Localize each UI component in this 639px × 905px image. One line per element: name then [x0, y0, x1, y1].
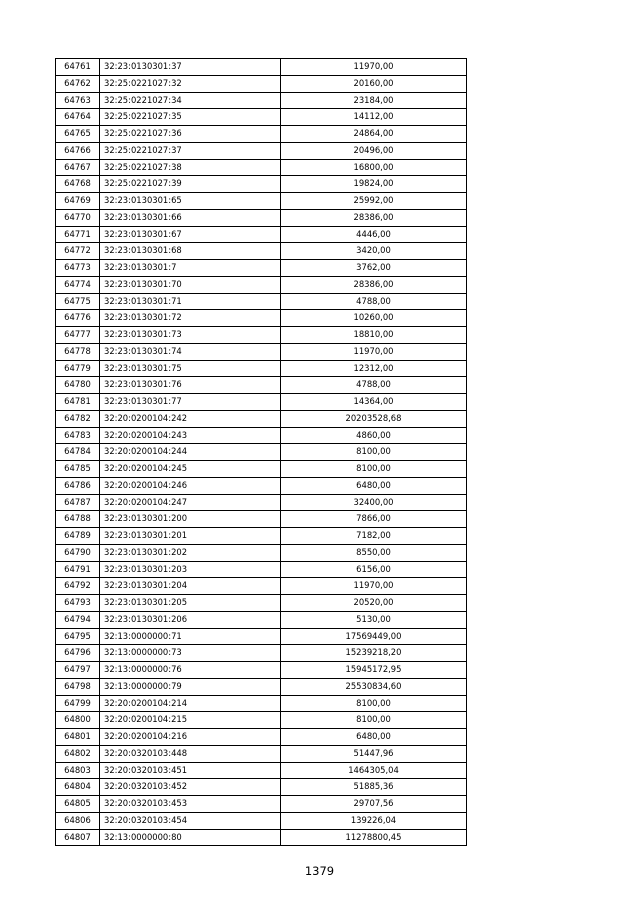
cadastral-number-cell: 32:20:0200104:244	[100, 444, 281, 461]
cadastral-number-cell: 32:23:0130301:204	[100, 578, 281, 595]
table-row	[56, 193, 467, 210]
row-number-cell: 64795	[56, 628, 100, 645]
value-cell: 29707,56	[281, 796, 467, 813]
row-number-cell: 64762	[56, 75, 100, 92]
cadastral-number-cell: 32:23:0130301:67	[100, 226, 281, 243]
table-row	[56, 745, 467, 762]
table-row	[56, 327, 467, 344]
cadastral-number-cell: 32:20:0200104:243	[100, 427, 281, 444]
table-row	[56, 142, 467, 159]
table-row	[56, 226, 467, 243]
table-row	[56, 779, 467, 796]
row-number-cell: 64787	[56, 494, 100, 511]
value-cell: 51885,36	[281, 779, 467, 796]
value-cell: 5130,00	[281, 611, 467, 628]
cadastral-number-cell: 32:23:0130301:202	[100, 544, 281, 561]
row-number-cell: 64777	[56, 327, 100, 344]
cadastral-number-cell: 32:13:0000000:73	[100, 645, 281, 662]
table-row	[56, 812, 467, 829]
value-cell: 17569449,00	[281, 628, 467, 645]
table-row	[56, 243, 467, 260]
row-number-cell: 64793	[56, 595, 100, 612]
cadastral-number-cell: 32:20:0320103:448	[100, 745, 281, 762]
cadastral-number-cell: 32:20:0200104:247	[100, 494, 281, 511]
value-cell: 6156,00	[281, 561, 467, 578]
row-number-cell: 64761	[56, 59, 100, 76]
table-row	[56, 678, 467, 695]
value-cell: 15239218,20	[281, 645, 467, 662]
row-number-cell: 64782	[56, 410, 100, 427]
row-number-cell: 64783	[56, 427, 100, 444]
row-number-cell: 64772	[56, 243, 100, 260]
cadastral-number-cell: 32:23:0130301:71	[100, 293, 281, 310]
cadastral-number-cell: 32:23:0130301:37	[100, 59, 281, 76]
registry-table-body	[56, 59, 467, 846]
cadastral-number-cell: 32:23:0130301:75	[100, 360, 281, 377]
value-cell: 14364,00	[281, 394, 467, 411]
value-cell: 18810,00	[281, 327, 467, 344]
row-number-cell: 64806	[56, 812, 100, 829]
row-number-cell: 64775	[56, 293, 100, 310]
cadastral-number-cell: 32:20:0200104:246	[100, 477, 281, 494]
row-number-cell: 64765	[56, 126, 100, 143]
cadastral-number-cell: 32:23:0130301:200	[100, 511, 281, 528]
table-row	[56, 712, 467, 729]
value-cell: 20520,00	[281, 595, 467, 612]
table-row	[56, 209, 467, 226]
value-cell: 16800,00	[281, 159, 467, 176]
table-row	[56, 628, 467, 645]
value-cell: 23184,00	[281, 92, 467, 109]
value-cell: 6480,00	[281, 729, 467, 746]
row-number-cell: 64774	[56, 276, 100, 293]
table-row	[56, 444, 467, 461]
cadastral-number-cell: 32:20:0320103:454	[100, 812, 281, 829]
row-number-cell: 64778	[56, 343, 100, 360]
row-number-cell: 64785	[56, 461, 100, 478]
cadastral-number-cell: 32:23:0130301:74	[100, 343, 281, 360]
table-row	[56, 528, 467, 545]
row-number-cell: 64796	[56, 645, 100, 662]
row-number-cell: 64764	[56, 109, 100, 126]
value-cell: 4446,00	[281, 226, 467, 243]
value-cell: 25530834,60	[281, 678, 467, 695]
value-cell: 51447,96	[281, 745, 467, 762]
row-number-cell: 64771	[56, 226, 100, 243]
row-number-cell: 64779	[56, 360, 100, 377]
row-number-cell: 64781	[56, 394, 100, 411]
row-number-cell: 64804	[56, 779, 100, 796]
cadastral-number-cell: 32:25:0221027:32	[100, 75, 281, 92]
row-number-cell: 64807	[56, 829, 100, 846]
row-number-cell: 64776	[56, 310, 100, 327]
cadastral-number-cell: 32:25:0221027:34	[100, 92, 281, 109]
row-number-cell: 64773	[56, 260, 100, 277]
row-number-cell: 64790	[56, 544, 100, 561]
value-cell: 20496,00	[281, 142, 467, 159]
table-row	[56, 695, 467, 712]
value-cell: 8100,00	[281, 461, 467, 478]
value-cell: 12312,00	[281, 360, 467, 377]
row-number-cell: 64794	[56, 611, 100, 628]
row-number-cell: 64798	[56, 678, 100, 695]
table-row	[56, 427, 467, 444]
value-cell: 11970,00	[281, 343, 467, 360]
value-cell: 28386,00	[281, 276, 467, 293]
cadastral-number-cell: 32:20:0320103:451	[100, 762, 281, 779]
cadastral-number-cell: 32:25:0221027:36	[100, 126, 281, 143]
cadastral-number-cell: 32:13:0000000:80	[100, 829, 281, 846]
row-number-cell: 64768	[56, 176, 100, 193]
cadastral-number-cell: 32:20:0200104:215	[100, 712, 281, 729]
table-row	[56, 829, 467, 846]
row-number-cell: 64791	[56, 561, 100, 578]
row-number-cell: 64784	[56, 444, 100, 461]
table-row	[56, 662, 467, 679]
value-cell: 20203528,68	[281, 410, 467, 427]
table-row	[56, 176, 467, 193]
table-row	[56, 645, 467, 662]
cadastral-number-cell: 32:23:0130301:68	[100, 243, 281, 260]
cadastral-number-cell: 32:23:0130301:206	[100, 611, 281, 628]
table-row	[56, 796, 467, 813]
row-number-cell: 64799	[56, 695, 100, 712]
cadastral-number-cell: 32:20:0320103:453	[100, 796, 281, 813]
row-number-cell: 64789	[56, 528, 100, 545]
value-cell: 32400,00	[281, 494, 467, 511]
value-cell: 10260,00	[281, 310, 467, 327]
value-cell: 8100,00	[281, 444, 467, 461]
value-cell: 4788,00	[281, 293, 467, 310]
table-row	[56, 494, 467, 511]
row-number-cell: 64767	[56, 159, 100, 176]
row-number-cell: 64797	[56, 662, 100, 679]
value-cell: 25992,00	[281, 193, 467, 210]
value-cell: 1464305,04	[281, 762, 467, 779]
cadastral-number-cell: 32:23:0130301:70	[100, 276, 281, 293]
cadastral-number-cell: 32:20:0320103:452	[100, 779, 281, 796]
cadastral-number-cell: 32:25:0221027:38	[100, 159, 281, 176]
row-number-cell: 64792	[56, 578, 100, 595]
value-cell: 14112,00	[281, 109, 467, 126]
cadastral-number-cell: 32:25:0221027:37	[100, 142, 281, 159]
row-number-cell: 64770	[56, 209, 100, 226]
value-cell: 6480,00	[281, 477, 467, 494]
table-row	[56, 578, 467, 595]
table-row	[56, 260, 467, 277]
value-cell: 8550,00	[281, 544, 467, 561]
table-row	[56, 92, 467, 109]
cadastral-number-cell: 32:13:0000000:79	[100, 678, 281, 695]
row-number-cell: 64802	[56, 745, 100, 762]
row-number-cell: 64788	[56, 511, 100, 528]
table-row	[56, 126, 467, 143]
value-cell: 11278800,45	[281, 829, 467, 846]
cadastral-number-cell: 32:25:0221027:39	[100, 176, 281, 193]
value-cell: 15945172,95	[281, 662, 467, 679]
value-cell: 3420,00	[281, 243, 467, 260]
cadastral-number-cell: 32:20:0200104:214	[100, 695, 281, 712]
table-row	[56, 159, 467, 176]
value-cell: 20160,00	[281, 75, 467, 92]
table-row	[56, 75, 467, 92]
cadastral-number-cell: 32:23:0130301:76	[100, 377, 281, 394]
table-row	[56, 377, 467, 394]
value-cell: 24864,00	[281, 126, 467, 143]
table-row	[56, 410, 467, 427]
cadastral-number-cell: 32:20:0200104:245	[100, 461, 281, 478]
value-cell: 7866,00	[281, 511, 467, 528]
table-row	[56, 461, 467, 478]
row-number-cell: 64803	[56, 762, 100, 779]
row-number-cell: 64766	[56, 142, 100, 159]
table-row	[56, 293, 467, 310]
cadastral-number-cell: 32:23:0130301:66	[100, 209, 281, 226]
value-cell: 7182,00	[281, 528, 467, 545]
value-cell: 11970,00	[281, 59, 467, 76]
cadastral-number-cell: 32:23:0130301:77	[100, 394, 281, 411]
table-row	[56, 477, 467, 494]
table-row	[56, 561, 467, 578]
value-cell: 8100,00	[281, 712, 467, 729]
table-row	[56, 595, 467, 612]
cadastral-number-cell: 32:23:0130301:7	[100, 260, 281, 277]
table-row	[56, 360, 467, 377]
cadastral-number-cell: 32:13:0000000:71	[100, 628, 281, 645]
row-number-cell: 64801	[56, 729, 100, 746]
table-row	[56, 762, 467, 779]
table-row	[56, 511, 467, 528]
table-row	[56, 544, 467, 561]
table-row	[56, 611, 467, 628]
page-number: 1379	[304, 864, 335, 878]
table-row	[56, 394, 467, 411]
table-row	[56, 276, 467, 293]
value-cell: 19824,00	[281, 176, 467, 193]
table-row	[56, 59, 467, 76]
value-cell: 3762,00	[281, 260, 467, 277]
row-number-cell: 64780	[56, 377, 100, 394]
cadastral-number-cell: 32:13:0000000:76	[100, 662, 281, 679]
cadastral-number-cell: 32:23:0130301:65	[100, 193, 281, 210]
row-number-cell: 64800	[56, 712, 100, 729]
row-number-cell: 64805	[56, 796, 100, 813]
cadastral-number-cell: 32:23:0130301:205	[100, 595, 281, 612]
cadastral-number-cell: 32:20:0200104:216	[100, 729, 281, 746]
table-row	[56, 343, 467, 360]
cadastral-number-cell: 32:23:0130301:203	[100, 561, 281, 578]
table-row	[56, 310, 467, 327]
value-cell: 8100,00	[281, 695, 467, 712]
cadastral-number-cell: 32:23:0130301:201	[100, 528, 281, 545]
row-number-cell: 64763	[56, 92, 100, 109]
table-row	[56, 729, 467, 746]
row-number-cell: 64786	[56, 477, 100, 494]
value-cell: 139226,04	[281, 812, 467, 829]
value-cell: 28386,00	[281, 209, 467, 226]
cadastral-number-cell: 32:23:0130301:73	[100, 327, 281, 344]
value-cell: 4788,00	[281, 377, 467, 394]
table-row	[56, 109, 467, 126]
registry-table	[55, 58, 467, 846]
cadastral-number-cell: 32:23:0130301:72	[100, 310, 281, 327]
cadastral-number-cell: 32:20:0200104:242	[100, 410, 281, 427]
cadastral-number-cell: 32:25:0221027:35	[100, 109, 281, 126]
row-number-cell: 64769	[56, 193, 100, 210]
value-cell: 11970,00	[281, 578, 467, 595]
value-cell: 4860,00	[281, 427, 467, 444]
